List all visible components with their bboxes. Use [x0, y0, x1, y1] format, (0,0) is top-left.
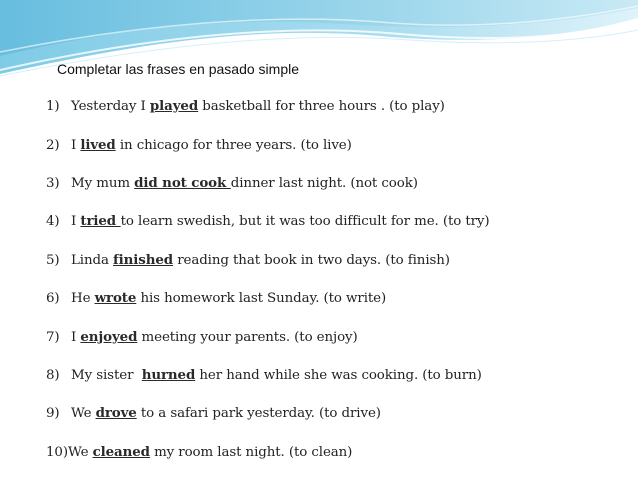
sentence-text: basketball for three hours . (to play) — [198, 99, 445, 114]
sentence-text: in chicago for three years. (to live) — [115, 138, 352, 153]
list-item — [46, 329, 358, 345]
answer-word: lived — [80, 137, 116, 153]
sentence-text: dinner last night. (not cook) — [230, 176, 418, 191]
item-number: 2) — [46, 138, 60, 153]
item-number: 6) — [46, 291, 60, 306]
item-number: 4) — [46, 214, 60, 229]
item-number: 7) — [46, 330, 60, 345]
item-number: 1) — [46, 99, 60, 114]
sentence-text: I — [71, 138, 81, 153]
answer-word: tried — [80, 213, 121, 229]
sentence-text: to learn swedish, but it was too difficult for me. (to try) — [120, 214, 490, 229]
item-number: 5) — [46, 253, 60, 268]
sentence-text: meeting your parents. (to enjoy) — [137, 330, 358, 345]
item-number: 8) — [46, 368, 60, 383]
answer-word: finished — [113, 252, 174, 268]
list-item — [46, 290, 386, 306]
item-number: 3) — [46, 176, 60, 191]
sentence-text: to a safari park yesterday. (to drive) — [136, 406, 381, 421]
sentence-text: Yesterday I — [71, 99, 150, 114]
list-item — [46, 252, 450, 268]
answer-word: played — [149, 98, 199, 114]
sentence-text: My sister — [71, 368, 142, 383]
list-item — [46, 213, 490, 229]
sentence-text: his homework last Sunday. (to write) — [136, 291, 387, 306]
list-item — [46, 367, 482, 383]
list-item — [46, 137, 352, 153]
sentence-text: We — [68, 445, 93, 460]
sentence-text: I — [71, 214, 81, 229]
sentence-text: her hand while she was cooking. (to burn) — [195, 368, 482, 383]
list-item — [46, 405, 381, 421]
sentence-text: reading that book in two days. (to finish) — [173, 253, 450, 268]
answer-word: cleaned — [92, 444, 150, 460]
item-number: 10) — [46, 445, 68, 460]
list-item — [46, 175, 418, 191]
list-item — [46, 98, 445, 114]
answer-word: hurned — [141, 367, 196, 383]
sentence-text: We — [71, 406, 96, 421]
sentence-text: He — [71, 291, 95, 306]
sentence-text: My mum — [71, 176, 135, 191]
sentence-text: Linda — [71, 253, 114, 268]
answer-word: enjoyed — [80, 329, 138, 345]
page-title: Completar las frases en pasado simple — [57, 61, 300, 77]
item-number: 9) — [46, 406, 60, 421]
sentence-text: my room last night. (to clean) — [149, 445, 353, 460]
sentence-text: I — [71, 330, 81, 345]
answer-word: drove — [95, 405, 137, 421]
answer-word: did not cook — [134, 175, 231, 191]
answer-word: wrote — [94, 290, 137, 306]
list-item — [46, 444, 352, 460]
